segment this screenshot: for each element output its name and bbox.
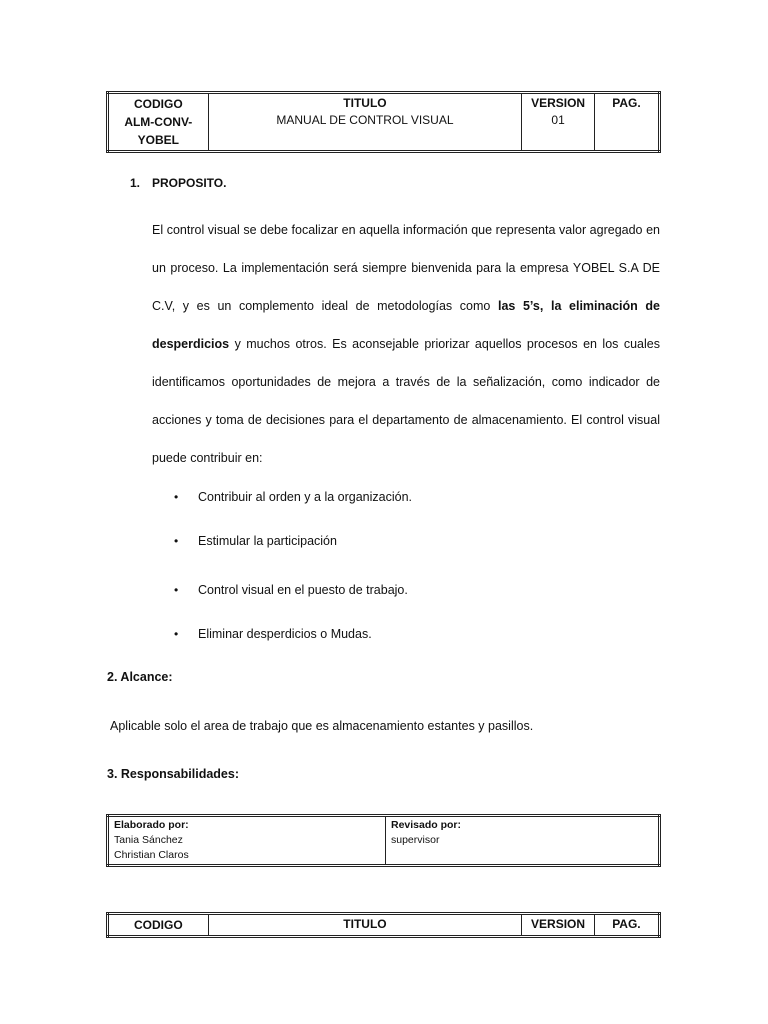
- list-item: [174, 490, 412, 504]
- prepared-by-label: Elaborado por:: [114, 819, 189, 831]
- header-page-label: PAG.: [612, 96, 641, 110]
- section-number: 1.: [130, 176, 141, 190]
- next-page-header-table: [106, 912, 661, 938]
- paragraph-text: y muchos otros. Es aconsejable priorizar aquellos procesos en los cuales identificamos oportunidades de mejora a través de la señalización, como indicador de acciones y toma de decisiones para el departamento de almacenamiento. El control visual puede contribuir en:: [152, 337, 660, 465]
- header-title-value: MANUAL DE CONTROL VISUAL: [276, 113, 454, 127]
- section-responsibilities-heading: 3. Responsabilidades:: [107, 767, 239, 781]
- paragraph-text: [543, 299, 551, 313]
- section-purpose-heading: [130, 176, 226, 190]
- footer-page-label: PAG.: [594, 914, 659, 937]
- list-item: [174, 534, 337, 548]
- header-title-label: TITULO: [343, 96, 387, 110]
- footer-code-label: CODIGO: [108, 914, 209, 937]
- prepared-by-name: Tania Sánchez: [114, 834, 183, 846]
- header-code-label: CODIGO: [133, 97, 183, 111]
- bullet-icon: •: [174, 534, 179, 548]
- header-version-value: 01: [551, 113, 565, 127]
- list-item-text: Eliminar desperdicios o Mudas.: [198, 627, 372, 641]
- section-scope-heading: 2. Alcance:: [107, 670, 173, 684]
- header-version-label: VERSION: [531, 96, 586, 110]
- paragraph-text: El control visual se debe focalizar en aquella información que representa valor agregado en un proceso. La implementación será siempre bienvenida para la empresa YOBEL S.A DE C.V, y es un complemento ideal de metodologías como: [152, 223, 660, 313]
- header-title-cell: [208, 93, 522, 152]
- bullet-icon: •: [174, 583, 179, 597]
- list-item-text: Contribuir al orden y a la organización.: [198, 490, 413, 504]
- header-code-cell: [108, 93, 209, 152]
- responsibilities-table: [106, 814, 661, 867]
- paragraph-bold-text: la eliminación de desperdicios: [152, 299, 660, 351]
- bullet-icon: •: [174, 490, 179, 504]
- document-header-table: [106, 91, 661, 153]
- bullet-icon: •: [174, 627, 179, 641]
- paragraph-bold-text: las 5’s,: [497, 299, 544, 313]
- scope-text: Aplicable solo el area de trabajo que es almacenamiento estantes y pasillos.: [110, 719, 534, 733]
- prepared-by-name: Christian Claros: [114, 849, 189, 861]
- header-code-value-line2: YOBEL: [137, 133, 179, 147]
- reviewed-by-label: Revisado por:: [391, 819, 462, 831]
- list-item-text: Control visual en el puesto de trabajo.: [198, 583, 408, 597]
- section-heading-text: PROPOSITO.: [152, 176, 227, 190]
- purpose-paragraph: [152, 211, 660, 477]
- header-version-cell: [522, 93, 595, 152]
- list-item-text: Estimular la participación: [198, 534, 337, 548]
- list-item: [174, 627, 372, 641]
- header-code-value-line1: ALM-CONV-: [124, 115, 193, 129]
- prepared-by-cell: [108, 816, 386, 866]
- header-page-cell: [594, 93, 659, 152]
- reviewed-by-name: supervisor: [391, 834, 440, 846]
- reviewed-by-cell: [386, 816, 660, 866]
- footer-title-label: TITULO: [208, 914, 522, 937]
- list-item: [174, 583, 408, 597]
- footer-version-label: VERSION: [522, 914, 595, 937]
